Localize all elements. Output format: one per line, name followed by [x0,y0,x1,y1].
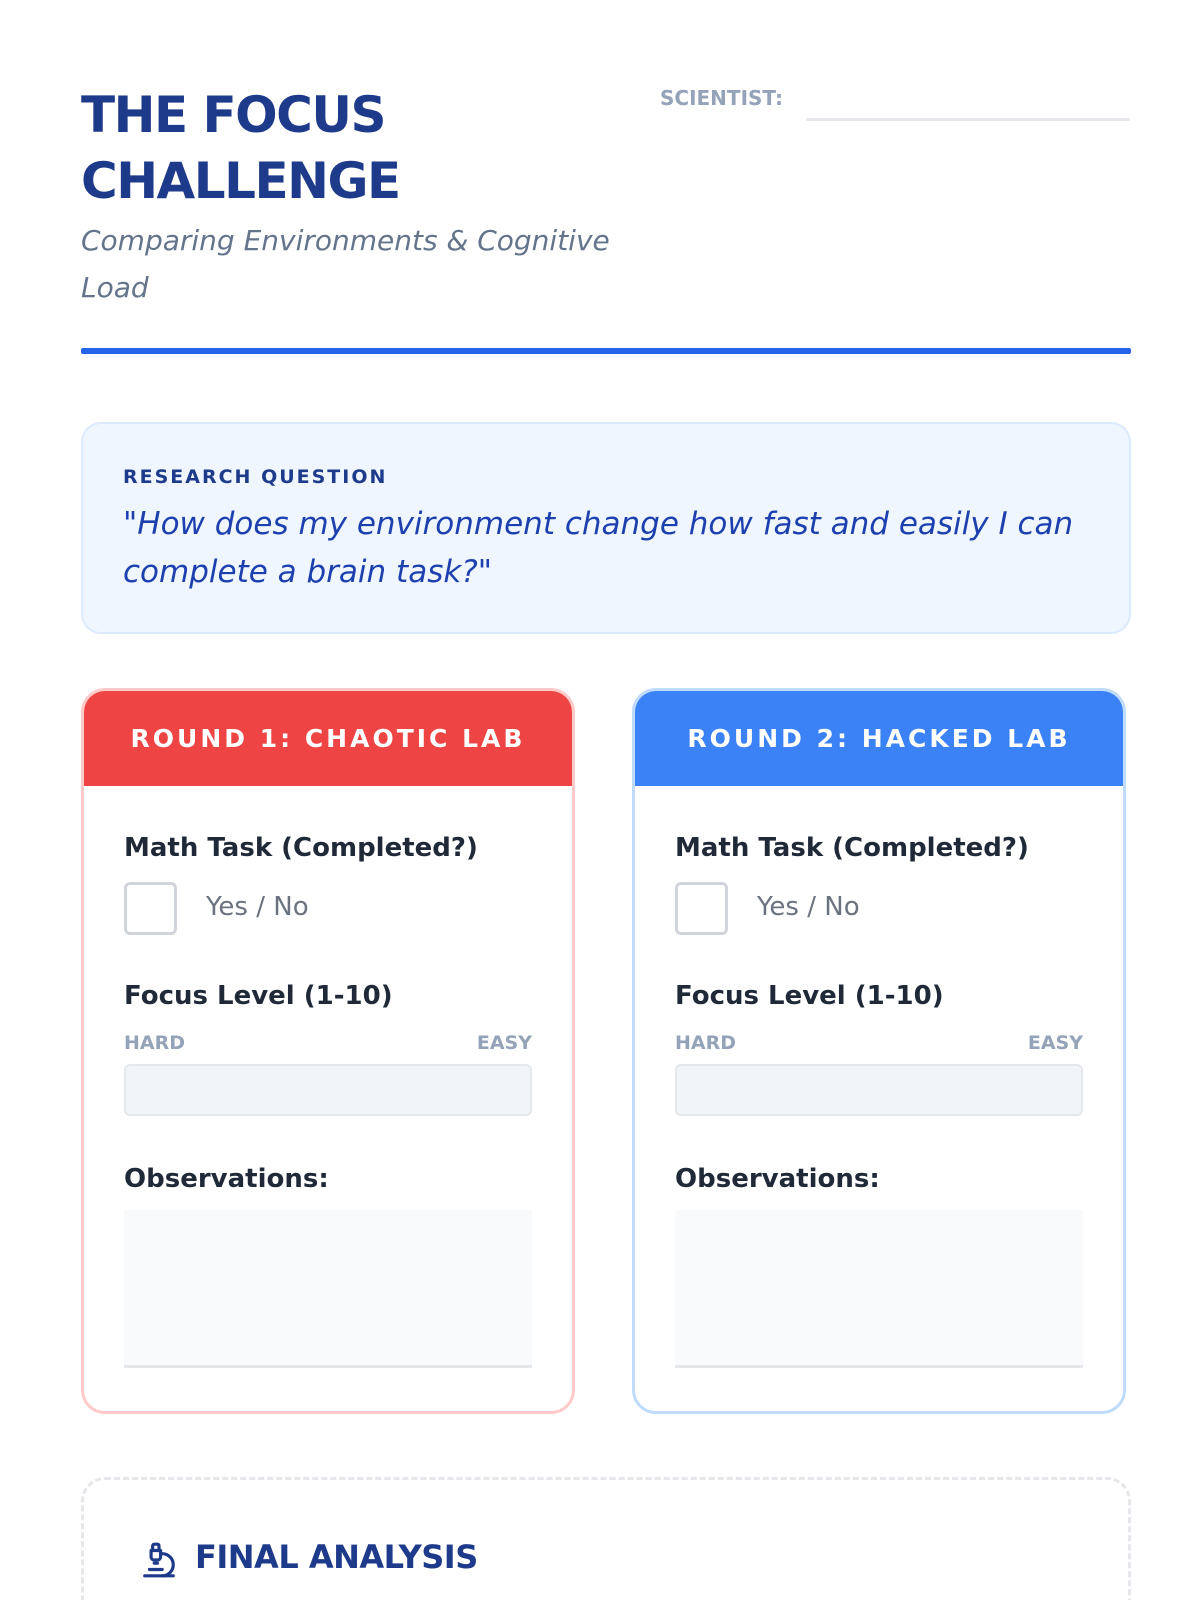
scientist-name-line[interactable] [806,118,1130,121]
focus-level-label: Focus Level (1-10) [124,981,393,1011]
focus-level-scale[interactable] [124,1064,532,1116]
research-question-label: RESEARCH QUESTION [123,466,388,488]
observations-label: Observations: [675,1164,880,1194]
observations-field[interactable] [675,1210,1083,1368]
round-1-card [81,688,575,1414]
header-divider [81,348,1131,354]
scale-hard-label: HARD [675,1032,737,1054]
scale-easy-label: EASY [1027,1032,1083,1054]
math-task-label: Math Task (Completed?) [124,833,478,863]
math-task-checkbox[interactable] [124,882,177,935]
observations-label: Observations: [124,1164,329,1194]
page-subtitle: Comparing Environments & Cognitive Load [81,224,610,304]
research-question-text: "How does my environment change how fast and easily I can complete a brain task?" [123,506,1074,590]
final-analysis-title: FINAL ANALYSIS [195,1538,478,1576]
yes-no-label: Yes / No [757,892,860,922]
math-task-label: Math Task (Completed?) [675,833,1029,863]
scale-easy-label: EASY [476,1032,532,1054]
microscope-icon [140,1540,178,1580]
yes-no-label: Yes / No [206,892,309,922]
focus-level-label: Focus Level (1-10) [675,981,944,1011]
math-task-checkbox[interactable] [675,882,728,935]
focus-level-scale[interactable] [675,1064,1083,1116]
scientist-label: SCIENTIST: [660,86,783,110]
scale-hard-label: HARD [124,1032,186,1054]
final-analysis-box [81,1477,1131,1600]
round-1-title: ROUND 1: CHAOTIC LAB [84,691,572,786]
page-title: THE FOCUS CHALLENGE [81,86,400,210]
round-2-title: ROUND 2: HACKED LAB [635,691,1123,786]
scientist-field[interactable] [660,86,1130,122]
observations-field[interactable] [124,1210,532,1368]
research-question-box [81,422,1131,634]
round-2-card [632,688,1126,1414]
